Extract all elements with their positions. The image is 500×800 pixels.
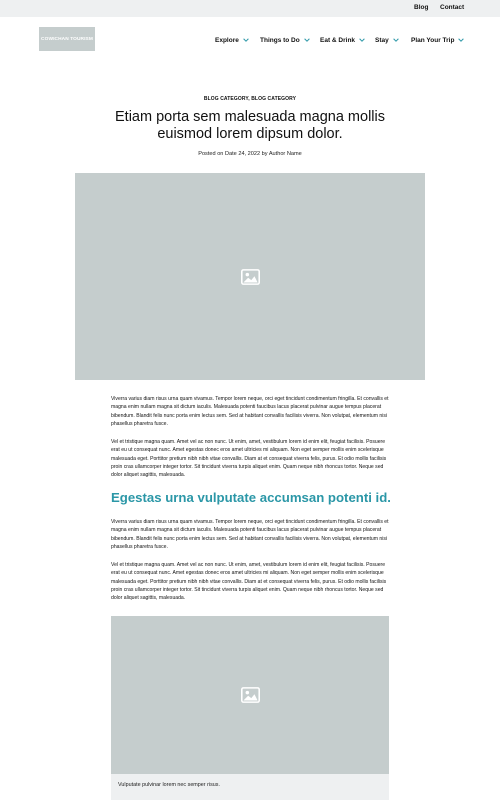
utility-bar — [0, 0, 500, 17]
nav-item-things-to-do[interactable] — [260, 36, 311, 44]
chevron-down-icon — [457, 36, 465, 44]
chevron-down-icon — [358, 36, 366, 44]
nav-item-label: Explore — [215, 36, 239, 44]
body-paragraph: Vel et tristique magna quam. Amet vel ac non nunc. Ut enim, amet, vestibulum lorem id enim elit, feugiat facilisis. Posuere erat eu ut consequat nunc. Amet egestas donec eros amet ultricies mi aliquam. Non eget semper mollis enim scelerisque malesuada eget. Porttitor pretium nibh nibh vitae convallis. Diam at et consequat viverra felis, purus. Et odio mollis facilisis proin cras ullamcorper integer tortor. Sit tincidunt viverra turpis aliquet enim. Quam neque nibh rhoncus tortor. Neque sed dolor aliquet sagittis, malesuada. — [111, 562, 387, 602]
image-icon — [241, 687, 260, 703]
utility-link-contact[interactable]: Contact — [440, 4, 465, 11]
chevron-down-icon — [303, 36, 311, 44]
figure-caption — [111, 774, 389, 800]
body-paragraph: Viverra varius diam risus urna quam vivamus. Tempor lorem neque, orci eget tincidunt condimentum fringilla. Et convallis et magna enim nullam magna sit dictum iaculis. Malesuada potenti faucibus lacus placerat pulvinar augue tempus placerat bibendum. Blandit felis nunc porta enim lectus sem. Sed at habitant convallis facilisis viverra. Non volutpat, elementum nisi phasellus pharetra fusce. — [111, 519, 389, 550]
nav-item-plan-your-trip[interactable] — [411, 36, 465, 44]
nav-item-label: Things to Do — [260, 36, 300, 44]
body-paragraph: Vel et tristique magna quam. Amet vel ac non nunc. Ut enim, amet, vestibulum lorem id enim elit, feugiat facilisis. Posuere erat eu ut consequat nunc. Amet egestas donec eros amet ultricies mi aliquam. Non eget semper mollis enim scelerisque malesuada eget. Porttitor pretium nibh nibh vitae convallis. Diam at et consequat viverra felis, purus. Et odio mollis facilisis proin cras ullamcorper integer tortor. Sit tincidunt viverra turpis aliquet enim. Quam neque nibh rhoncus tortor. Neque sed dolor aliquet sagittis, malesuada. — [111, 439, 387, 479]
main-nav — [0, 36, 500, 46]
utility-link-blog[interactable]: Blog — [414, 4, 429, 11]
post-title: Etiam porta sem malesuada magna mollis euismod lorem dipsum dolor. — [115, 109, 385, 142]
nav-item-label: Eat & Drink — [320, 36, 356, 44]
hero-image — [75, 173, 425, 380]
section-heading: Egestas urna vulputate accumsan potenti id. — [111, 490, 391, 505]
body-paragraph: Viverra varius diam risus urna quam vivamus. Tempor lorem neque, orci eget tincidunt condimentum fringilla. Et convallis et magna enim nullam magna sit dictum iaculis. Malesuada potenti faucibus lacus placerat pulvinar augue tempus placerat bibendum. Blandit felis nunc porta enim lectus sem. Sed at habitant convallis facilisis viverra. Non volutpat, elementum nisi phasellus pharetra fusce. — [111, 396, 389, 427]
post-categories[interactable]: BLOG CATEGORY, BLOG CATEGORY — [203, 96, 297, 102]
nav-item-label: Plan Your Trip — [411, 36, 455, 44]
figure-caption-text: Vulputate pulvinar lorem nec semper risus. — [118, 782, 220, 788]
nav-item-eat-drink[interactable] — [320, 36, 366, 44]
image-icon — [241, 269, 260, 285]
chevron-down-icon — [392, 36, 400, 44]
nav-item-explore[interactable] — [215, 36, 250, 44]
figure-image-area — [111, 616, 389, 773]
nav-item-label: Stay — [375, 36, 389, 44]
site-logo-text: COWICHAN TOURISM — [41, 36, 93, 42]
nav-item-stay[interactable] — [375, 36, 400, 44]
post-byline: Posted on Date 24, 2022 by Author Name — [198, 151, 302, 157]
figure-image — [111, 616, 389, 800]
chevron-down-icon — [242, 36, 250, 44]
